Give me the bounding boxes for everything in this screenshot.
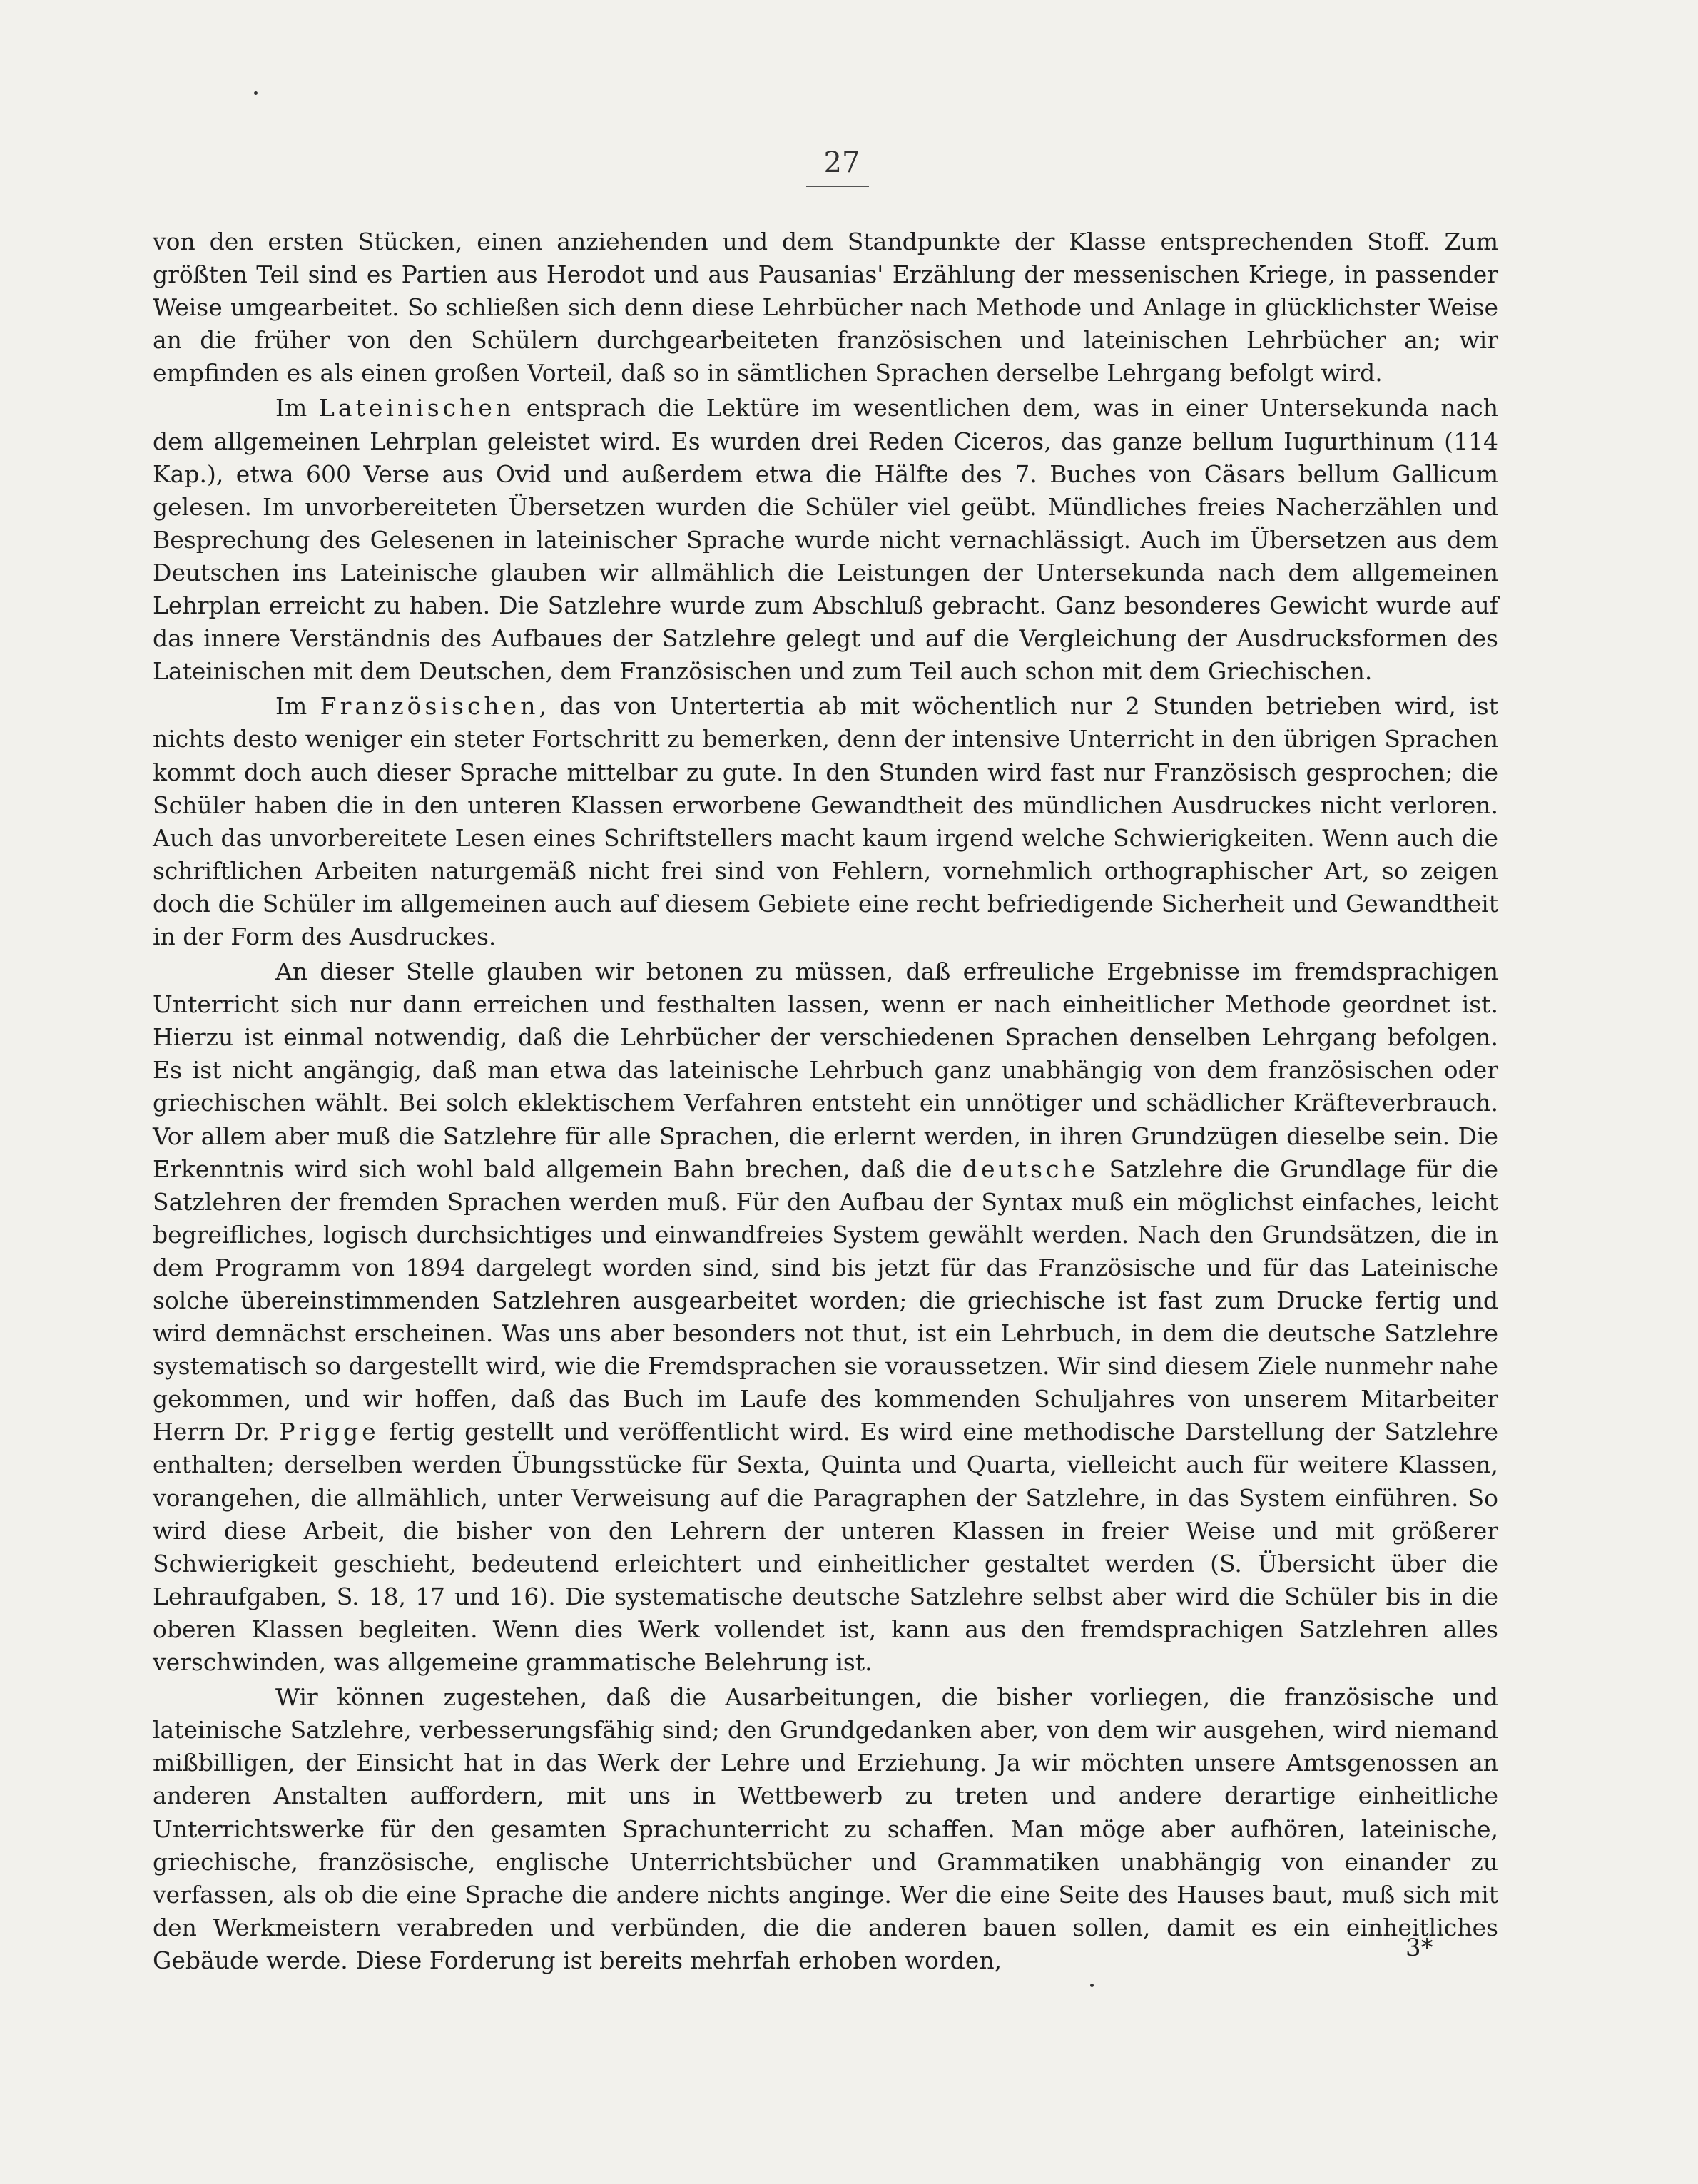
text-run: , das von Untertertia ab mit wöchentlich nur 2 Stunden betrieben wird, ist nichts desto weniger ein steter Fortschritt zu bemerken, denn der intensive Unterricht in den übrigen Sprachen kommt doch auch dieser Sprache mittelbar zu gute. In den Stunden wird fast nur Französisch gesprochen; die Schüler haben die in den unteren Klassen erworbene Gewandtheit des mündlichen Ausdruckes nicht verloren. Auch das unvorbereitete Lesen eines Schriftstellers macht kaum irgend welche Schwierigkeiten. Wenn auch die schriftlichen Arbeiten naturgemäß nicht frei sind von Fehlern, vornehmlich orthographischer Art, so zeigen doch die Schüler im allgemeinen auch auf diesem Gebiete eine recht befriedigende Sicherheit und Gewandtheit in der Form des Ausdruckes. (153, 692, 1498, 950)
page-number-rule (806, 186, 869, 187)
scan-speck (254, 91, 258, 95)
text-run: Im (275, 394, 319, 422)
text-run: Wir können zugestehen, daß die Ausarbeitungen, die bisher vorliegen, die französische und lateinische Satzlehre, verbesserungsfähig sind; den Grundgedanken aber, von dem wir ausgehen, wird niemand mißbilligen, der Einsicht hat in das Werk der Lehre und Erziehung. Ja wir möchten unsere Amtsgenossen an anderen Anstalten auffordern, mit uns in Wettbewerb zu treten und andere derartige einheitliche Unterrichtswerke für den gesamten Sprachunterricht zu schaffen. Man möge aber aufhören, lateinische, griechische, französische, englische Unterrichtsbücher und Grammatiken unabhängig von einander zu verfassen, als ob die eine Sprache die andere nichts anginge. Wer die eine Seite des Hauses baut, muß sich mit den Werkmeistern verabreden und verbünden, die die anderen bauen sollen, damit es ein einheitliches Gebäude werde. Diese Forderung ist bereits mehrfah erhoben worden, (153, 1683, 1498, 1974)
body-text (153, 225, 1498, 1977)
emphasized-term: Französischen (320, 692, 539, 721)
text-run: fertig gestellt und veröffentlicht wird. Es wird eine methodische Darstellung der Satzlehre enthalten; derselben werden Übungsstücke für Sexta, Quinta und Quarta, vielleicht auch für weitere Klassen, vorangehen, die allmählich, unter Verweisung auf die Paragraphen der Satzlehre, in das System einführen. So wird diese Arbeit, die bisher von den Lehrern der unteren Klassen in freier Weise und mit größerer Schwierigkeit geschieht, bedeutend erleichtert und einheitlicher gestaltet werden (S. Übersicht über die Lehraufgaben, S. 18, 17 und 16). Die systematische deutsche Satzlehre selbst aber wird die Schüler bis in die oberen Klassen begleiten. Wenn dies Werk vollendet ist, kann aus den fremdsprachigen Satzlehren alles verschwinden, was allgemeine grammatische Belehrung ist. (153, 1418, 1499, 1677)
emphasized-term: Lateinischen (318, 394, 515, 422)
page-number: 27 (823, 146, 860, 179)
text-run: von den ersten Stücken, einen anziehenden und dem Standpunkte der Klasse entsprechenden Stoff. Zum größten Teil sind es Partien aus Herodot und aus Pausanias' Erzählung der messenischen Kriege, in passender Weise umgearbeitet. So schließen sich denn diese Lehrbücher nach Methode und Anlage in glücklichster Weise an die früher von den Schülern durchgearbeiteten französischen und lateinischen Lehrbücher an; wir empfinden es als einen großen Vorteil, daß so in sämtlichen Sprachen derselbe Lehrgang befolgt wird. (153, 228, 1498, 387)
text-run: entsprach die Lektüre im wesentlichen dem, was in einer Untersekunda nach dem allgemeinen Lehrplan geleistet wird. Es wurden drei Reden Ciceros, das ganze bellum Iugurthinum (114 Kap.), etwa 600 Verse aus Ovid und außerdem etwa die Hälfte des 7. Buches von Cäsars bellum Gallicum gelesen. Im unvorbereiteten Übersetzen wurden die Schüler viel geübt. Mündliches freies Nacherzählen und Besprechung des Gelesenen in lateinischer Sprache wurde nicht vernachlässigt. Auch im Übersetzen aus dem Deutschen ins Lateinische glauben wir allmählich die Leistungen der Untersekunda nach dem allgemeinen Lehrplan erreicht zu haben. Die Satzlehre wurde zum Abschluß gebracht. Ganz besonderes Gewicht wurde auf das innere Verständnis des Aufbaues der Satzlehre gelegt und auf die Vergleichung der Ausdrucksformen des Lateinischen mit dem Deutschen, dem Französischen und zum Teil auch schon mit dem Griechischen. (153, 394, 1498, 686)
emphasized-term: Prigge (279, 1418, 380, 1446)
text-run: An dieser Stelle glauben wir betonen zu müssen, daß erfreuliche Ergebnisse im fremdsprachigen Unterricht sich nur dann erreichen und festhalten lassen, wenn er nach einheitlicher Methode geordnet ist. Hierzu ist einmal notwendig, daß die Lehrbücher der verschiedenen Sprachen denselben Lehrgang befolgen. Es ist nicht angängig, daß man etwa das lateinische Lehrbuch ganz unabhängig von dem französischen oder griechischen wählt. Bei solch eklektischem Verfahren entsteht ein unnötiger und schädlicher Kräfteverbrauch. Vor allem aber muß die Satzlehre für alle Sprachen, die erlernt werden, in ihren Grundzügen dieselbe sein. Die Erkenntnis wird sich wohl bald allgemein Bahn brechen, daß die (153, 958, 1498, 1183)
paragraph (153, 392, 1498, 688)
text-run: Im (275, 692, 320, 721)
emphasized-term: deutsche (962, 1154, 1099, 1183)
paragraph (153, 225, 1498, 390)
text-run: Satzlehre die Grundlage für die Satzlehren der fremden Sprachen werden muß. Für den Aufbau der Syntax muß ein möglichst einfaches, leicht begreifliches, logisch durchsichtiges und einwandfreies System gewählt werden. Nach den Grundsätzen, die in dem Programm von 1894 dargelegt worden sind, sind bis jetzt für das Französische und für das Lateinische solche übereinstimmenden Satzlehren ausgearbeitet worden; die griechische ist fast zum Drucke fertig und wird demnächst erscheinen. Was uns aber besonders not thut, ist ein Lehrbuch, in dem die deutsche Satzlehre systematisch so dargestellt wird, wie die Fremdsprachen sie voraussetzen. Wir sind diesem Ziele nunmehr nahe gekommen, und wir hoffen, daß das Buch im Laufe des kommenden Schuljahres von unserem Mitarbeiter Herrn Dr. (153, 1154, 1499, 1446)
paragraph (153, 1681, 1498, 1977)
signature-mark: 3* (1405, 1934, 1433, 1962)
paragraph (153, 690, 1498, 953)
paragraph (153, 955, 1498, 1679)
scan-speck (1090, 1984, 1094, 1987)
